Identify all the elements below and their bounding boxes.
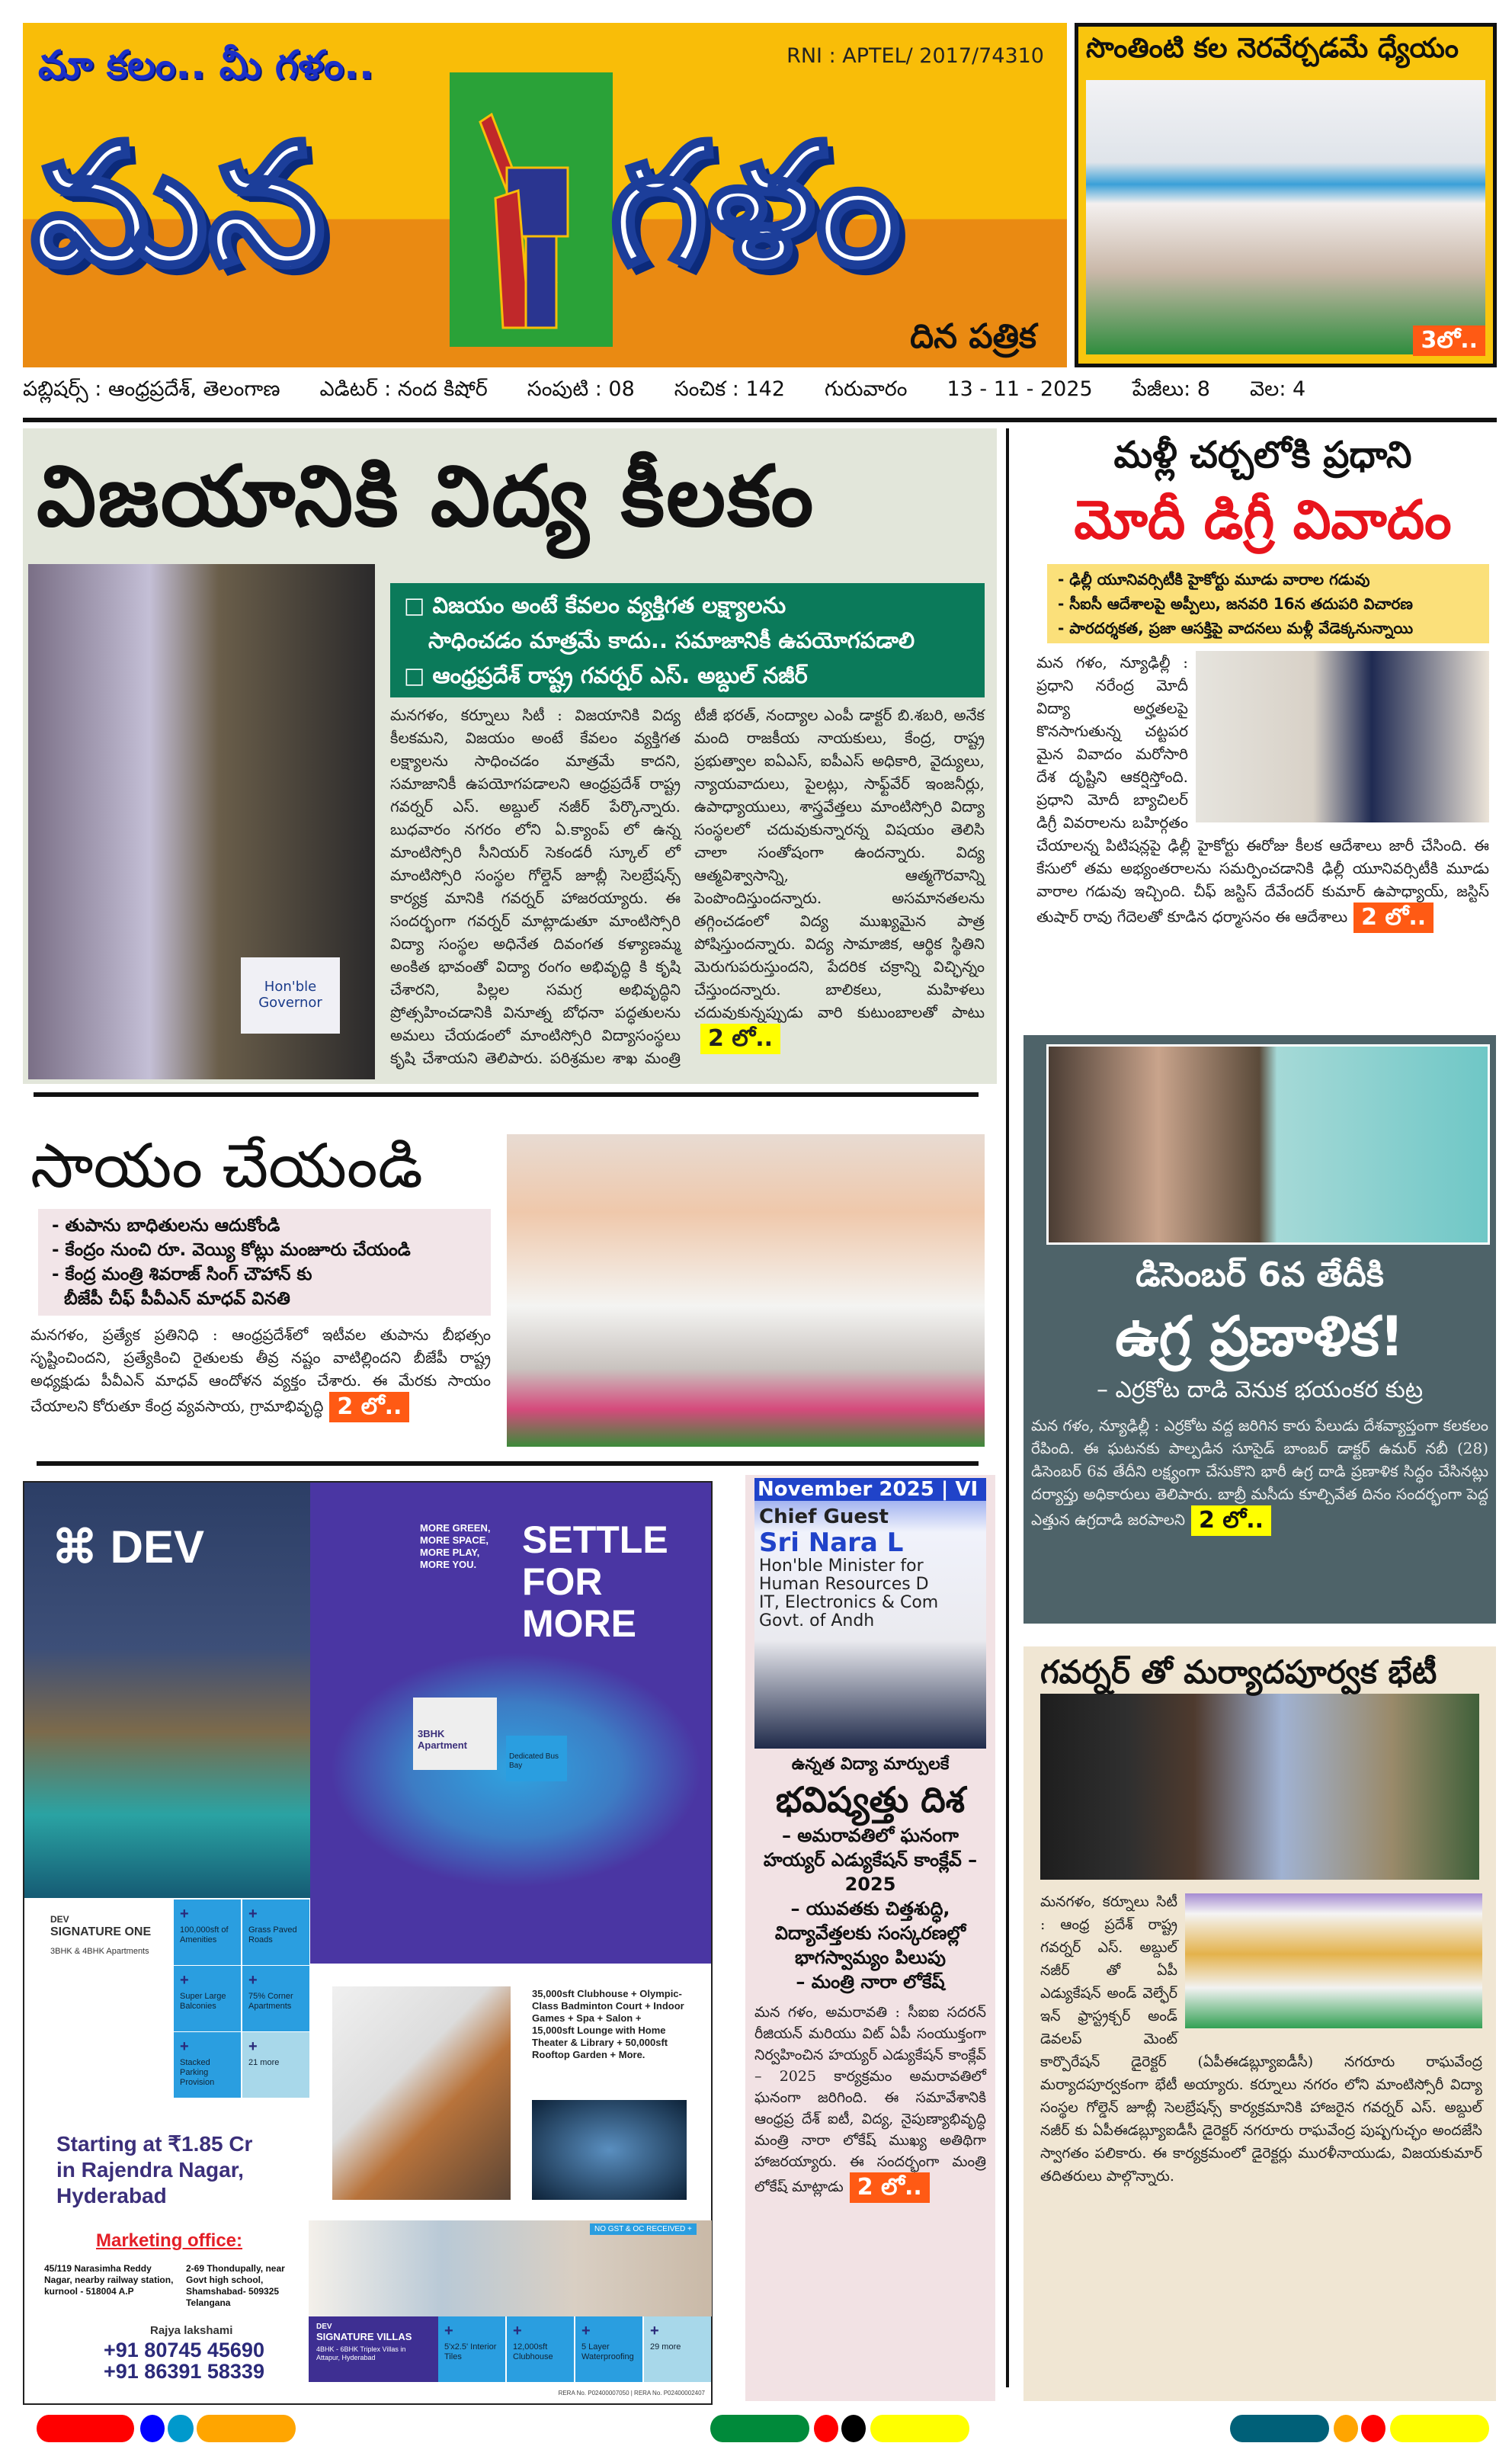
continued-label: 2 లో.. <box>1353 902 1434 933</box>
volume: సంపుటి : 08 <box>527 377 635 401</box>
feature-tile: + Stacked Parking Provision <box>174 2032 241 2098</box>
story-body: మన గళం, న్యూఢిల్లీ : ఎర్రకోట వద్ద జరిగిన కారు పేలుడు దేశవ్యాప్తంగా కలకలం రేపింది. ఈ ఘటనకు పాల్పడిన సూసైడ్ బాంబర్ డాక్టర్ ఉమర్ నబీ (28) డిసెంబర్ 6వ తేదీని లక్ష్యంగా చేసుకొని భారీ ఉగ్ర దాడి ప్రణాళిక సిద్ధం చేసినట్లు దర్యాప్తు అధికారులు తెలిపారు. బాబ్రీ మసీదు కూల్చివేత దినం సందర్భంగా పెద్ద ఎత్తున ఉగ్రదాడి జరపాలని <box>1031 1416 1489 1529</box>
story-body: నగరూరు రాఘవేంద్ర మర్యాదపూర్వకంగా భేటీ అయ్యారు. కర్నూలు నగరం లోని మాంటిస్సోరీ విద్యా సంస్థల గోల్డెన్ జూబ్లీ సెలబ్రేషన్స్ కార్యక్రమానికి హాజరైన గవర్నర్ ఎస్. అబ్దుల్ నజీర్ కు ఏపీఈడబ్ల్యూఐడీసీ డైరెక్టర్ నగరూరు రాఘవేంద్ర పుష్పగుచ్ఛం అందజేసి స్వాగతం పలికారు. ఈ కార్యక్రమంలో డైరెక్టర్లు మురళీనాయుడు, విజయకుమార్ తదితరులు పాల్గొన్నారు. <box>1040 2053 1482 2185</box>
ad-tagline: MORE GREEN, MORE SPACE, MORE PLAY, MORE YOU. <box>420 1522 491 1570</box>
headline: గవర్నర్ తో మర్యాదపూర్వక భేటీ <box>1040 1653 1437 1691</box>
publishers: పబ్లిషర్స్ : ఆంధ్రప్రదేశ్, తెలంగాణ <box>23 377 280 401</box>
headline-line-1: డిసెంబర్ 6వ తేదీకి <box>1136 1255 1384 1294</box>
kicker: మళ్లీ చర్చలోకి ప్రధాని <box>1113 434 1412 476</box>
subheads: – అమరావతిలో ఘనంగా హయ్యర్ ఎడ్యుకేషన్ కాంక్లేవ్ – 2025 – యువతకు చిత్తశుద్ధి, విద్యావేత్తలకు సంస్కరణల్లో భాగస్వామ్యం పిలుపు – మంత్రి నారా లోకేష్ <box>763 1825 978 1993</box>
marketing-office-label: Marketing office: <box>96 2230 243 2251</box>
masthead-title-right: గళం <box>610 107 901 303</box>
teaser-headline: సొంతింటి కల నెరవేర్చడమే ధ్యేయం <box>1086 33 1459 64</box>
main-headline: విజయానికి విద్య కీలకం <box>37 447 815 545</box>
masthead-slogan: మా కలం.. మీ గళం.. <box>38 43 374 88</box>
main-story[interactable] <box>23 428 997 1084</box>
continued-label: 3లో.. <box>1413 325 1485 356</box>
feature-tile: + 12,000sft Clubhouse <box>507 2316 574 2382</box>
modi-degree-story[interactable] <box>1021 428 1497 1008</box>
highlight: □ విజయం అంటే కేవలం వ్యక్తిగత లక్ష్యాలను <box>404 592 786 618</box>
headline-line-2: ఉగ్ర ప్రణాళిక! <box>1115 1304 1405 1368</box>
photo-backdrop-text: Chief Guest Sri Nara L Hon'ble Minister for Human Resources D IT, Electronics & Com Govt. of Andh <box>759 1505 939 1630</box>
bullet: - తుపాను బాధితులను ఆదుకోండి <box>52 1216 280 1236</box>
box-label: Dedicated Bus Bay <box>506 1736 567 1781</box>
editor: ఎడిటర్ : నంద కిషోర్ <box>319 377 488 401</box>
audience-photo <box>1185 1893 1482 2028</box>
ad-price: Starting at ₹1.85 Cr in Rajendra Nagar, Hyderabad <box>56 2132 253 2207</box>
feature-tile: + Super Large Balconies <box>174 1966 241 2031</box>
date: 13 - 11 - 2025 <box>947 377 1093 401</box>
rni-number: RNI : APTEL/ 2017/74310 <box>786 44 1044 68</box>
feature-tile: + Grass Paved Roads <box>242 1900 309 1965</box>
bjp-event-photo <box>507 1134 985 1447</box>
lokesh-photo <box>754 1478 986 1749</box>
story-body: హైకోర్టు ఈరోజు కీలక ఆదేశాలు జారీ చేసింది. ఈ కేసులో తమ అభ్యంతరాలను సమర్పించడానికి ఢిల్లీ యూనివర్సిటీకి మూడు వారాల గడువు ఇచ్చింది. చీఫ్ జస్టిస్ దేవేందర్ కుమార్ ఉపాధ్యాయ్, జస్టిస్ తుషార్ రావు గేదెలతో కూడిన ధర్మాసనం ఈ ఆదేశాలు <box>1036 836 1489 926</box>
story-body: మన గళం, అమరావతి : సీఐఐ సదరన్ రీజియన్ మరియు విట్ ఏపీ సంయుక్తంగా నిర్వహించిన హయ్యర్ ఎడ్యుకేషన్ కాంక్లేవ్ – 2025 కార్యక్రమం అమరావతిలో ఘనంగా జరిగింది. ఈ సమావేశానికి ఆంధ్రప్ర దేశ్ ఐటీ, విద్య, నైపుణ్యాభివృద్ధి మంత్రి నారా లోకేష్ ముఖ్య అతిథిగా హాజరయ్యారు. ఈ సందర్భంగా మంత్రి లోకేష్ మాట్లాడు <box>754 2004 986 2195</box>
sayam-story[interactable] <box>30 1127 491 1422</box>
bullet: - ఢిల్లీ యూనివర్సిటీకి హైకోర్టు మూడు వారాల గడువు <box>1058 570 1370 588</box>
headline: భవిష్యత్తు దిశ <box>775 1779 966 1820</box>
color-bar <box>37 2415 134 2442</box>
feature-tile: + 29 more <box>644 2316 711 2382</box>
amenities-text: 35,000sft Clubhouse + Olympic-Class Badminton Court + Indoor Games + Spa + Salon + 15,000sft Lounge with Home Theater & Library + 50,000sft Rooftop Garden + More. <box>532 1988 684 2060</box>
masthead-subtitle: దిన పత్రిక <box>910 317 1036 356</box>
interior-staircase-photo <box>332 1986 511 2200</box>
headline: మోదీ డిగ్రీ వివాదం <box>1074 489 1452 551</box>
continued-label: 2 లో.. <box>329 1392 409 1422</box>
photo-banner-text: November 2025 | VI <box>754 1478 986 1501</box>
story-body-container <box>1031 1414 1488 1536</box>
address-kurnool: 45/119 Narasimha Reddy Nagar, nearby railway station, kurnool - 518004 A.P <box>44 2263 174 2297</box>
phone[interactable]: +91 80745 45690 <box>104 2339 264 2361</box>
signature-one-info: DEV SIGNATURE ONE 3BHK & 4BHK Apartments <box>50 1914 152 1956</box>
bullet: బీజేపీ చీఫ్ పీవీఎన్ మాధవ్ వినతి <box>64 1289 290 1309</box>
modi-photo <box>1196 651 1489 822</box>
masthead <box>23 23 1067 367</box>
color-bar <box>1390 2415 1489 2442</box>
price: వెల: 4 <box>1249 377 1306 401</box>
photo-caption: Hon'ble Governor <box>241 957 340 1034</box>
color-bar <box>140 2415 165 2442</box>
continued-label: 2 లో.. <box>850 2172 930 2203</box>
color-bar <box>814 2415 838 2442</box>
bullets-box <box>1047 564 1489 643</box>
story-body-container <box>1036 651 1489 933</box>
pages: పేజీలు: 8 <box>1132 377 1210 401</box>
continued-label: 2 లో.. <box>700 1024 780 1054</box>
continued-label: 2 లో.. <box>1191 1505 1271 1536</box>
box-label: 3BHK Apartment <box>413 1698 497 1770</box>
day: గురువారం <box>825 377 908 401</box>
rera-numbers: RERA No. P02400007050 | RERA No. P02400002407 <box>558 2390 705 2396</box>
headline: సాయం చేయండి <box>30 1130 423 1201</box>
kicker: ఉన్నత విద్యా మార్పులకే <box>791 1755 950 1774</box>
signature-villas-info: DEV SIGNATURE VILLAS 4BHK - 6BHK Triplex Villas in Attapur, Hyderabad <box>309 2316 438 2382</box>
bullets-box <box>38 1209 491 1316</box>
governor-photo <box>28 564 375 1079</box>
color-bar <box>1334 2415 1358 2442</box>
red-fort-story[interactable] <box>1023 1035 1496 1624</box>
lokesh-story[interactable] <box>745 1475 995 2401</box>
ad-headline: SETTLE FOR MORE <box>522 1518 668 1645</box>
story-body: మనగళం, కర్నూలు సిటీ : ఆంధ్ర ప్రదేశ్ రాష్ట్ర గవర్నర్ ఎస్. అబ్దుల్ నజీర్ తో ఏపీ ఎడ్యుకేషన్ అండ్ వెల్ఫేర్ ఇన్ ఫ్రాస్ట్రక్చర్ అండ్ డెవలప్ మెంట్ కార్పొరేషన్ డైరెక్టర్ (ఏపీఈడబ్ల్యూఐడీసీ) <box>1040 1893 1314 2070</box>
address-shamshabad: 2-69 Thondupally, near Govt high school, Shamshabad- 509325 Telangana <box>186 2263 285 2308</box>
teaser-photo <box>1086 80 1485 354</box>
feature-tile: + 21 more <box>242 2032 309 2098</box>
governor-greeting-photo <box>1040 1694 1479 1880</box>
color-bar <box>841 2415 866 2442</box>
main-story-body-container <box>390 704 985 1069</box>
highlight: సాధించడం మాత్రమే కాదు.. సమాజానికీ ఉపయోగపడాలి <box>428 627 915 653</box>
story-body: మన గళం, న్యూఢిల్లీ : ప్రధాని నరేంద్ర మోదీ విద్యా అర్హతలపై కొనసాగుతున్న చట్టపర మైన వివాదం మరోసారి దేశ దృష్టిని ఆకర్షిస్తోంది. ప్రధాని మోదీ బ్యాచిలర్ డిగ్రీ వివరాలను బహిర్గతం చేయాలన్న పిటిషన్లపై ఢిల్లీ <box>1036 653 1191 854</box>
bullet: - సీఐసీ ఆదేశాలపై అప్పీలు, జనవరి 16న తదుపరి విచారణ <box>1058 595 1413 613</box>
masthead-title-left: మన <box>30 107 326 303</box>
story-body-container <box>1040 1890 1482 2188</box>
bullet: - కేంద్రం నుంచి రూ. వెయ్యి కోట్లు మంజూరు చేయండి <box>52 1240 411 1260</box>
no-gst-badge: NO GST & OC RECEIVED + <box>590 2223 697 2235</box>
top-right-teaser[interactable] <box>1075 23 1497 367</box>
issue: సంచిక : 142 <box>674 377 786 401</box>
color-bar <box>197 2415 296 2442</box>
bullet: - పారదర్శకత, ప్రజా ఆసక్తిపై వాదనలు మళ్లీ వేడెక్కనున్నాయి <box>1058 619 1414 637</box>
edition-info-line <box>23 377 1497 406</box>
highlight: □ ఆంధ్రప్రదేశ్ రాష్ట్ర గవర్నర్ ఎస్. అబ్దుల్ నజీర్ <box>404 662 808 688</box>
divider <box>23 418 1497 422</box>
feature-tile: + 5'x2.5' Interior Tiles <box>438 2316 505 2382</box>
story-body-container <box>30 1323 491 1422</box>
suspect-photo <box>1046 1044 1490 1245</box>
feature-tile: + 5 Layer Waterproofing <box>575 2316 642 2382</box>
color-bar <box>1361 2415 1385 2442</box>
dev-logo: ⌘ DEV <box>52 1521 205 1573</box>
feature-tile: + 100,000sft of Amenities <box>174 1900 241 1965</box>
color-bar <box>1230 2415 1329 2442</box>
family-photo <box>329 1652 703 1888</box>
bullet: - కేంద్ర మంత్రి శివరాజ్ సింగ్ చౌహాన్ కు <box>52 1265 312 1284</box>
dev-logo-icon: ⌘ <box>52 1521 98 1573</box>
contact-name: Rajya lakshami <box>150 2324 233 2337</box>
divider <box>37 1461 979 1466</box>
story-body-container <box>754 2002 986 2203</box>
highlights-box <box>390 583 985 697</box>
main-story-column <box>390 583 985 1069</box>
dev-real-estate-advertisement[interactable] <box>23 1481 713 2405</box>
main-story-body: మనగళం, కర్నూలు సిటీ : విజయానికి విద్య కీలకమని, విజయం అంటే కేవలం వ్యక్తిగత లక్ష్యాలను సాధించడం మాత్రమే కాదని, సమాజానికీ ఉపయోగపడాలని ఆంధ్రప్రదేశ్ రాష్ట్ర గవర్నర్ ఎస్. అబ్దుల్ నజీర్ పేర్కొన్నారు. బుధవారం నగరం లోని ఏ.క్యాంప్ లో ఉన్న మాంటిస్సోరి సీనియర్ సెకండరీ స్కూల్ లో మాంటిస్సోరి సంస్థల గోల్డెన్ జూబ్లీ సెలబ్రేషన్స్ కార్యక్ర మానికి గవర్నర్ హాజరయ్యారు. ఈ సందర్భంగా గవర్నర్ మాట్లాడుతూ మాంటిస్సోరి విద్యా సంస్థల అధినేత దివంగత కళ్యాణమ్మ అంకిత భావంతో విద్యా రంగం అభివృద్ధి కి కృషి చేశారని, పిల్లల సమగ్ర అభివృద్ధిని ప్రోత్సహించడానికి వినూత్న బోధనా పద్ధతులను అమలు చేయడంలో మాంటిస్సోరి విద్యాసంస్థలు కృషి చేశాయని తెలిపారు. పరిశ్రమల శాఖ మంత్రి టీజీ భరత్, నంద్యాల ఎంపీ డాక్టర్ బి.శబరి, అనేక మంది రాజకీయ నాయకులు, కేంద్ర, రాష్ట్ర ప్రభుత్వాల ఐఏఎస్, ఐపీఎస్ అధికారి, వైద్యులు, న్యాయవాదులు, పైలట్లు, సాఫ్ట్‌వేర్ ఇంజనీర్లు, ఉపాధ్యాయులు, శాస్త్రవేత్తలు మాంటిస్సోరి విద్యా సంస్థలలో చదువుకున్నారన్న విషయం తెలిసి చాలా సంతోషంగా ఉందన్నారు. విద్య ఆత్మవిశ్వాసాన్ని, ఆత్మగౌరవాన్ని పెంపొందిస్తుందన్నారు. అసమానతలను తగ్గించడంలో విద్య ముఖ్యమైన పాత్ర పోషిస్తుందన్నారు. విద్య సామాజిక, ఆర్థిక స్థితిని మెరుగుపరుస్తుందని, పేదరిక చక్రాన్ని విచ్ఛిన్నం చేస్తుందన్నారు. బాలికలు, మహిళలు చదువుకున్నప్పుడు వారి కుటుంబాలతో పాటు <box>390 706 985 1067</box>
feature-tile: + 75% Corner Apartments <box>242 1966 309 2031</box>
divider <box>34 1092 979 1097</box>
color-bar <box>710 2415 809 2442</box>
aerial-night-photo <box>532 2100 687 2200</box>
story-body: మనగళం, ప్రత్యేక ప్రతినిధి : ఆంధ్రప్రదేశ్‌లో ఇటీవల తుపాను బీభత్సం సృష్టించిందని, ప్రత్యేకించి రైతులకు తీవ్ర నష్టం వాటిల్లిందని బీజేపీ రాష్ట్ర అధ్యక్షుడు పీవీఎన్ మాధవ్ ఆందోళన వ్యక్తం చేశారు. ఈ మేరకు సాయం చేయాలని కోరుతూ కేంద్ర వ్యవసాయ, గ్రామాభివృద్ధి <box>30 1326 491 1415</box>
fist-pencil-logo-icon <box>472 107 587 335</box>
subhead: – ఎర్రకోట దాడి వెనుక భయంకర కుట్ర <box>1097 1377 1423 1403</box>
phone[interactable]: +91 86391 58339 <box>104 2360 264 2383</box>
phone-numbers[interactable] <box>104 2339 264 2382</box>
column-divider <box>1006 428 1009 2387</box>
color-bar <box>870 2415 969 2442</box>
color-bar <box>168 2415 194 2442</box>
governor-meeting-story[interactable] <box>1023 1646 1496 2401</box>
